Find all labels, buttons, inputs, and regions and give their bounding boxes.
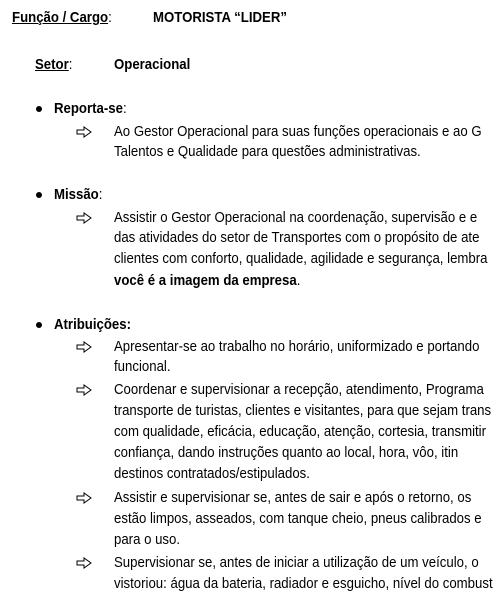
atrib-2-line-2: transporte de turistas, clientes e visitantes, para que sejam trans (114, 402, 492, 419)
funcao-label-row (12, 9, 112, 27)
arrow-right-icon (76, 341, 92, 353)
setor-colon: : (68, 56, 73, 73)
missao-colon: : (98, 186, 103, 203)
arrow-right-icon (76, 212, 92, 224)
arrow-right-icon (76, 492, 92, 504)
arrow-right-icon (76, 384, 92, 396)
reporta-colon: : (122, 100, 127, 117)
atrib-1-line-2: funcional. (114, 358, 171, 375)
reporta-heading: Reporta-se (54, 100, 123, 117)
setor-label: Setor (35, 56, 69, 73)
missao-line-2: das atividades do setor de Transportes com o propósito de ate (114, 229, 480, 246)
atrib-2-line-1: Coordenar e supervisionar a recepção, atendimento, Programa (114, 381, 484, 398)
funcao-label: Função / Cargo (12, 9, 109, 26)
atrib-2-line-4: confiança, dando instruções quanto ao local, hora, vôo, itin (114, 444, 459, 461)
bullet-icon (36, 106, 42, 112)
bullet-icon (36, 322, 42, 328)
missao-bold-phrase: você é a imagem da empresa (114, 272, 297, 289)
atribuicoes-heading: Atribuições: (54, 316, 132, 333)
arrow-right-icon (76, 126, 92, 138)
missao-heading: Missão (54, 186, 99, 203)
missao-line-1: Assistir o Gestor Operacional na coordenação, supervisão e e (114, 209, 478, 226)
atrib-3-line-1: Assistir e supervisionar se, antes de sair e após o retorno, os (114, 489, 472, 506)
atrib-3-line-2: estão limpos, asseados, com tanque cheio, pneus calibrados e (114, 510, 482, 527)
atrib-3-line-3: para o uso. (114, 531, 181, 548)
funcao-colon: : (108, 9, 112, 26)
reporta-line-1: Ao Gestor Operacional para suas funções operacionais e ao G (114, 123, 482, 140)
reporta-line-2: Talentos e Qualidade para questões administrativas. (114, 143, 421, 160)
bullet-icon (36, 192, 42, 198)
atrib-4-line-2: vistoriou: água da bateria, radiador e esguicho, nível do combust (114, 575, 493, 592)
setor-label-row (35, 56, 72, 74)
atrib-2-line-5: destinos contratados/estipulados. (114, 465, 310, 482)
missao-heading-row (54, 186, 102, 204)
missao-line-3: clientes com conforto, qualidade, agilidade e segurança, lembra (114, 250, 488, 267)
missao-tail: . (296, 272, 301, 289)
arrow-right-icon (76, 557, 92, 569)
atrib-4-line-1: Supervisionar se, antes de iniciar a utilização de um veículo, o (114, 554, 479, 571)
reporta-heading-row (54, 100, 127, 118)
missao-line-4 (114, 272, 300, 290)
atrib-1-line-1: Apresentar-se ao trabalho no horário, uniformizado e portando (114, 338, 480, 355)
setor-value: Operacional (114, 56, 191, 73)
atrib-2-line-3: com qualidade, eficácia, educação, atenção, cortesia, transmitir (114, 423, 487, 440)
cargo-value: MOTORISTA “LIDER” (153, 9, 287, 26)
